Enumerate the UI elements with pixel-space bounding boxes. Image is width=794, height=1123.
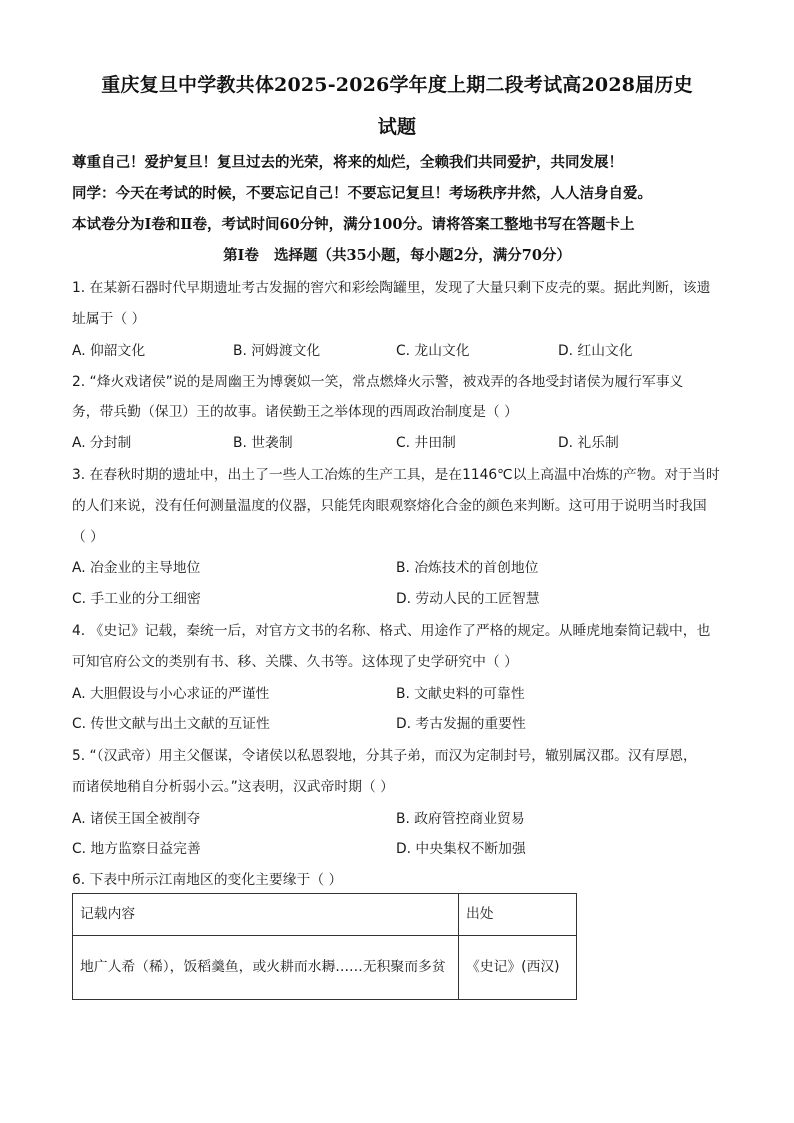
question-2-option-c: C. 井田制 (396, 435, 456, 451)
question-3-text-blank: （ ） (72, 529, 104, 545)
question-5-option-a: A. 诸侯王国全被削夺 (72, 811, 201, 827)
section-title: 第Ⅰ卷 选择题（共35小题，每小题2分，满分70分） (223, 247, 571, 264)
table-header-content: 记载内容 (73, 894, 459, 936)
question-2-option-b: B. 世袭制 (233, 435, 293, 451)
question-2-text: 2. “烽火戏诸侯”说的是周幽王为博褒姒一笑，常点燃烽火示警，被戏弄的各地受封诸侯为履行军事义 (72, 374, 684, 390)
question-5-option-b: B. 政府管控商业贸易 (396, 811, 525, 827)
question-2-option-a: A. 分封制 (72, 435, 132, 451)
exam-title: 重庆复旦中学教共体2025-2026学年度上期二段考试高2028届历史 (101, 74, 693, 96)
question-4-option-b: B. 文献史料的可靠性 (396, 686, 525, 702)
table-row (73, 936, 577, 1000)
question-3-option-b: B. 冶炼技术的首创地位 (396, 560, 539, 576)
question-4-text-continued: 可知官府公文的类别有书、移、关牒、久书等。这体现了史学研究中（ ） (72, 654, 518, 670)
exam-title-continued: 试题 (377, 116, 417, 138)
question-4-option-c: C. 传世文献与出土文献的互证性 (72, 716, 270, 732)
question-1-text-continued: 址属于（ ） (72, 311, 146, 327)
question-1-option-a: A. 仰韶文化 (72, 343, 146, 359)
question-1-option-b: B. 河姆渡文化 (233, 343, 321, 359)
question-4-option-d: D. 考古发掘的重要性 (396, 716, 526, 732)
question-6-text: 6. 下表中所示江南地区的变化主要缘于（ ） (72, 872, 343, 888)
question-3-text-continued: 的人们来说，没有任何测量温度的仪器，只能凭肉眼观察熔化合金的颜色来判断。这可用于说明当时我国 (72, 498, 707, 514)
question-3-option-a: A. 冶金业的主导地位 (72, 560, 201, 576)
table-cell-content: 地广人希（稀），饭稻羹鱼，或火耕而水耨……无积聚而多贫 (73, 936, 459, 1000)
student-reminder: 同学：今天在考试的时候，不要忘记自己！不要忘记复旦！考场秩序井然，人人洁身自爱。 (72, 185, 652, 202)
question-5-text-continued: 而诸侯地稍自分析弱小云。”这表明，汉武帝时期（ ） (72, 779, 394, 795)
question-5-option-c: C. 地方监察日益完善 (72, 841, 201, 857)
question-3-text: 3. 在春秋时期的遗址中，出土了一些人工冶炼的生产工具，是在1146℃以上高温中冶炼的产物。对于当时 (72, 467, 720, 483)
table-cell-source: 《史记》(西汉) (459, 936, 577, 1000)
question-1-option-d: D. 红山文化 (558, 343, 633, 359)
table-header-row (73, 894, 577, 936)
question-1-text: 1. 在某新石器时代早期遗址考古发掘的窖穴和彩绘陶罐里，发现了大量只剩下皮壳的粟。据此判断，该遗 (72, 280, 711, 296)
question-6-table (72, 893, 577, 1000)
school-motto: 尊重自己！爱护复旦！复旦过去的光荣，将来的灿烂，全赖我们共同爱护，共同发展！ (72, 154, 623, 171)
question-2-option-d: D. 礼乐制 (558, 435, 619, 451)
question-5-text: 5. “（汉武帝）用主父偃谋，令诸侯以私恩裂地，分其子弟，而汉为定制封号，辙别属汉郡。汉有厚恩， (72, 748, 697, 764)
question-1-option-c: C. 龙山文化 (396, 343, 470, 359)
question-3-option-d: D. 劳动人民的工匠智慧 (396, 591, 540, 607)
question-4-text: 4. 《史记》记载，秦统一后，对官方文书的名称、格式、用途作了严格的规定。从睡虎地秦简记载中，也 (72, 623, 711, 639)
question-4-option-a: A. 大胆假设与小心求证的严谨性 (72, 686, 270, 702)
exam-notice: 本试卷分为Ⅰ卷和Ⅱ卷，考试时间60分钟，满分100分。请将答案工整地书写在答题卡上 (72, 216, 635, 233)
question-2-text-continued: 务，带兵勤（保卫）王的故事。诸侯勤王之举体现的西周政治制度是（ ） (72, 404, 518, 420)
table-header-source: 出处 (459, 894, 577, 936)
question-5-option-d: D. 中央集权不断加强 (396, 841, 526, 857)
question-3-option-c: C. 手工业的分工细密 (72, 591, 201, 607)
